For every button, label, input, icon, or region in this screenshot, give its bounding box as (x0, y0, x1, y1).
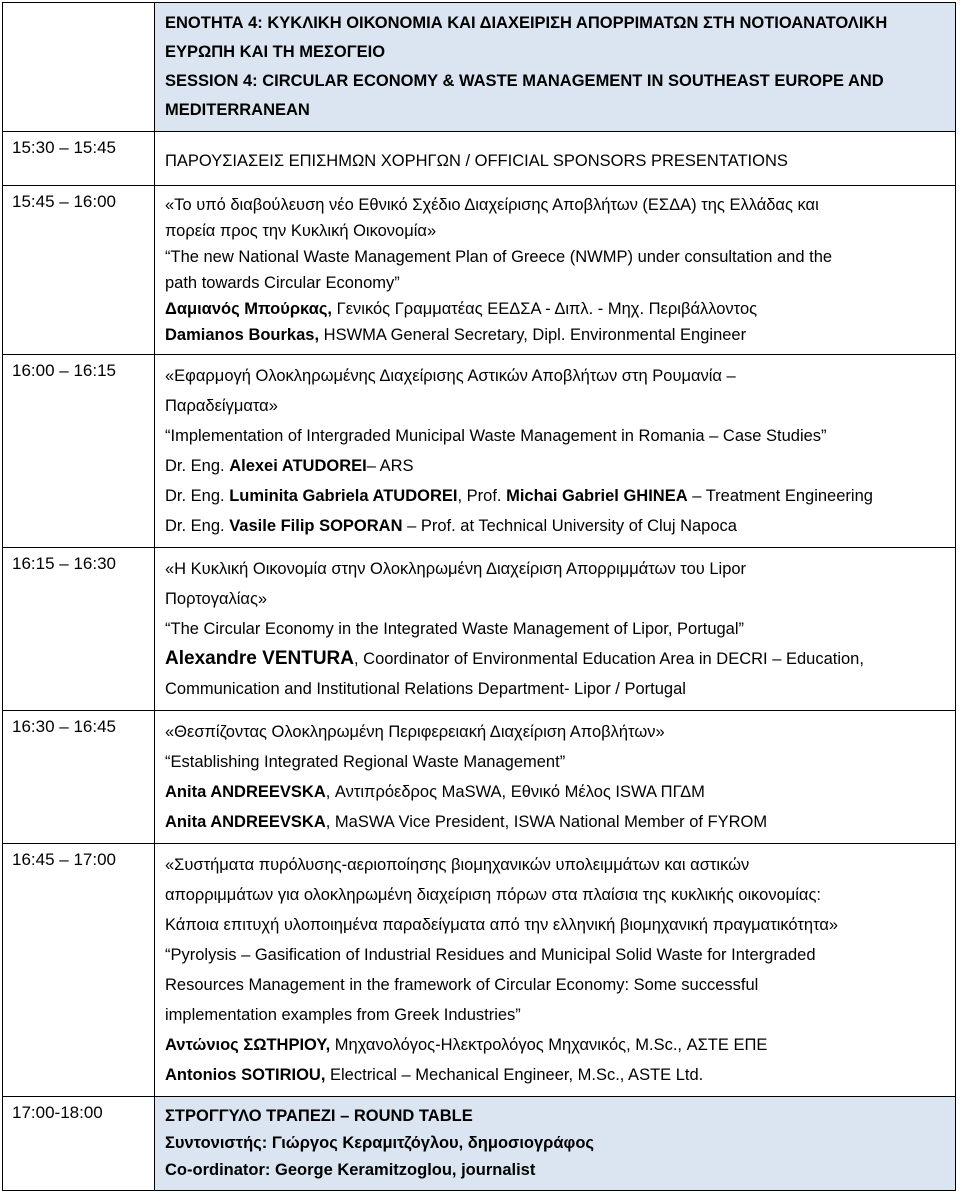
speaker-role: Μηχανολόγος-Ηλεκτρολόγος Μηχανικός, M.Sc., ΑΣΤΕ ΕΠΕ (330, 1036, 768, 1054)
speaker-name: Anita ANDREEVSKA (165, 783, 326, 801)
time-cell: 15:45 – 16:00 (3, 186, 155, 355)
speaker-role: HSWMA General Secretary, Dipl. Environmental Engineer (319, 326, 747, 344)
schedule-row (3, 132, 956, 186)
speaker-name: Antonios SOTIRIOU, (165, 1066, 326, 1084)
schedule-row (3, 1097, 956, 1191)
sponsors-cell (155, 132, 956, 186)
schedule-row (3, 844, 956, 1097)
talk-title-gr: Παραδείγματα» (165, 397, 278, 415)
moderator-en (165, 1157, 949, 1184)
speaker-name: Michai Gabriel GHINEA (506, 487, 688, 505)
talk-title-en: “The Circular Economy in the Integrated Waste Management of Lipor, Portugal” (165, 620, 745, 638)
speaker-role-line: Communication and Institutional Relations Department- Lipor / Portugal (165, 680, 686, 698)
talk-cell (155, 844, 956, 1097)
talk-cell (155, 186, 956, 355)
header-line: ΕΝΟΤΗΤΑ 4: ΚΥΚΛΙΚΗ ΟΙΚΟΝΟΜΙΑ ΚΑΙ ΔΙΑΧΕΙΡΙΣΗ ΑΠΟΡΡΙΜΑΤΩΝ ΣΤΗ ΝΟΤΙΟΑΝΑΤΟΛΙΚΗ (165, 14, 888, 32)
empty-time-cell (3, 3, 155, 132)
moderator-name: Γιώργος Κεραμιτζόγλου, δημοσιογράφος (267, 1134, 594, 1152)
speaker-role: , MaSWA Vice President, ISWA National Member of FYROM (325, 813, 768, 831)
header-line: ΕΥΡΩΠΗ ΚΑΙ ΤΗ ΜΕΣΟΓΕΙΟ (165, 43, 386, 61)
talk-title-en: “Implementation of Intergraded Municipal Waste Management in Romania – Case Studies” (165, 427, 827, 445)
speaker-title: Dr. Eng. (165, 517, 230, 535)
time-cell: 16:00 – 16:15 (3, 355, 155, 548)
speaker-line (165, 1030, 949, 1060)
speaker-title: , Prof. (457, 487, 507, 505)
schedule-table (2, 2, 956, 1191)
schedule-row (3, 186, 956, 355)
speaker-affiliation: – Prof. at Technical University of Cluj Napoca (402, 517, 737, 535)
speaker-role: Electrical – Mechanical Engineer, M.Sc., ASTE Ltd. (325, 1066, 704, 1084)
speaker-name: Alexandre VENTURA (165, 648, 354, 669)
talk-title-gr: απορριμμάτων για ολοκληρωμένη διαχείριση πόρων στα πλαίσια της κυκλικής οικονομίας: (165, 886, 822, 904)
talk-title-en: “The new National Waste Management Plan of Greece (NWMP) under consultation and the (165, 248, 833, 266)
talk-title-gr: πορεία προς την Κυκλική Οικονομία» (165, 222, 437, 240)
talk-title-gr: «Θεσπίζοντας Ολοκληρωμένη Περιφερειακή Διαχείριση Αποβλήτων» (165, 723, 665, 741)
time-cell: 16:30 – 16:45 (3, 711, 155, 844)
speaker-name: Luminita Gabriela ATUDOREI (229, 487, 458, 505)
talk-title-gr: «Η Κυκλική Οικονομία στην Ολοκληρωμένη Διαχείριση Απορριμμάτων του Lipor (165, 560, 747, 578)
time-cell: 17:00-18:00 (3, 1097, 155, 1191)
session-header-row (3, 3, 956, 132)
talk-cell (155, 355, 956, 548)
round-table-title-text: ΣΤΡΟΓΓΥΛΟ ΤΡΑΠΕΖΙ – ROUND TABLE (165, 1107, 473, 1125)
speaker-title: Dr. Eng. (165, 457, 230, 475)
talk-title-gr: «Το υπό διαβούλευση νέο Εθνικό Σχέδιο Διαχείρισης Αποβλήτων (ΕΣΔΑ) της Ελλάδας και (165, 196, 819, 214)
time-cell: 16:15 – 16:30 (3, 548, 155, 711)
speaker-name: Vasile Filip SOPORAN (229, 517, 403, 535)
speaker-affiliation: – Treatment Engineering (687, 487, 873, 505)
speaker-title: Dr. Eng. (165, 487, 230, 505)
talk-cell (155, 711, 956, 844)
moderator-label: Co-ordinator: (165, 1161, 271, 1179)
time-cell: 15:30 – 15:45 (3, 132, 155, 186)
talk-title-en: Resources Management in the framework of Circular Economy: Some successful (165, 976, 759, 994)
talk-cell (155, 548, 956, 711)
moderator-label: Συντονιστής: (165, 1134, 268, 1152)
talk-title-gr: Κάποια επιτυχή υλοποιημένα παραδείγματα από την ελληνική βιομηχανική πραγματικότητα» (165, 916, 839, 934)
talk-title-gr: «Εφαρμογή Ολοκληρωμένης Διαχείρισης Αστικών Αποβλήτων στη Ρουμανία – (165, 367, 736, 385)
speaker-line (165, 1060, 949, 1090)
speaker-line (165, 451, 949, 481)
session-header (155, 3, 956, 132)
round-table-title (165, 1103, 949, 1130)
talk-title-en: “Pyrolysis – Gasification of Industrial Residues and Municipal Solid Waste for Intergraded (165, 946, 816, 964)
round-table-cell (155, 1097, 956, 1191)
speaker-role: , Αντιπρόεδρος MaSWA, Εθνικό Μέλος ISWA ΠΓΔΜ (325, 783, 705, 801)
speaker-line (165, 481, 949, 511)
talk-title-gr: «Συστήματα πυρόλυσης-αεριοποίησης βιομηχανικών υπολειμμάτων και αστικών (165, 856, 750, 874)
speaker-affiliation: – ARS (366, 457, 414, 475)
header-line: SESSION 4: CIRCULAR ECONOMY & WASTE MANAGEMENT IN SOUTHEAST EUROPE AND (165, 72, 884, 90)
sponsors-title: ΠΑΡΟΥΣΙΑΣΕΙΣ ΕΠΙΣΗΜΩΝ ΧΟΡΗΓΩΝ / OFFICIAL SPONSORS PRESENTATIONS (165, 152, 788, 170)
talk-title-gr: Πορτογαλίας» (165, 590, 268, 608)
speaker-role: Γενικός Γραμματέας ΕΕΔΣΑ - Διπλ. - Μηχ. Περιβάλλοντος (332, 300, 758, 318)
time-cell: 16:45 – 17:00 (3, 844, 155, 1097)
talk-title-en: implementation examples from Greek Industries” (165, 1006, 521, 1024)
speaker-name: Anita ANDREEVSKA (165, 813, 326, 831)
speaker-name: Damianos Bourkas, (165, 326, 320, 344)
speaker-line (165, 777, 949, 807)
schedule-row (3, 355, 956, 548)
speaker-line (165, 807, 949, 837)
schedule-row (3, 548, 956, 711)
moderator-gr (165, 1130, 949, 1157)
speaker-role: , Coordinator of Environmental Education Area in DECRI – Education, (354, 650, 864, 668)
talk-title-en: path towards Circular Economy” (165, 274, 400, 292)
speaker-line (165, 511, 949, 541)
speaker-en (165, 322, 949, 348)
moderator-name: George Keramitzoglou, journalist (270, 1161, 536, 1179)
speaker-name: Αντώνιος ΣΩΤΗΡΙΟΥ, (165, 1036, 331, 1054)
speaker-name: Alexei ATUDOREI (229, 457, 367, 475)
speaker-gr (165, 296, 949, 322)
speaker-line (165, 644, 949, 674)
speaker-name: Δαμιανός Μπούρκας, (165, 300, 333, 318)
schedule-row (3, 711, 956, 844)
talk-title-en: “Establishing Integrated Regional Waste Management” (165, 753, 566, 771)
header-line: MEDITERRANEAN (165, 101, 310, 119)
